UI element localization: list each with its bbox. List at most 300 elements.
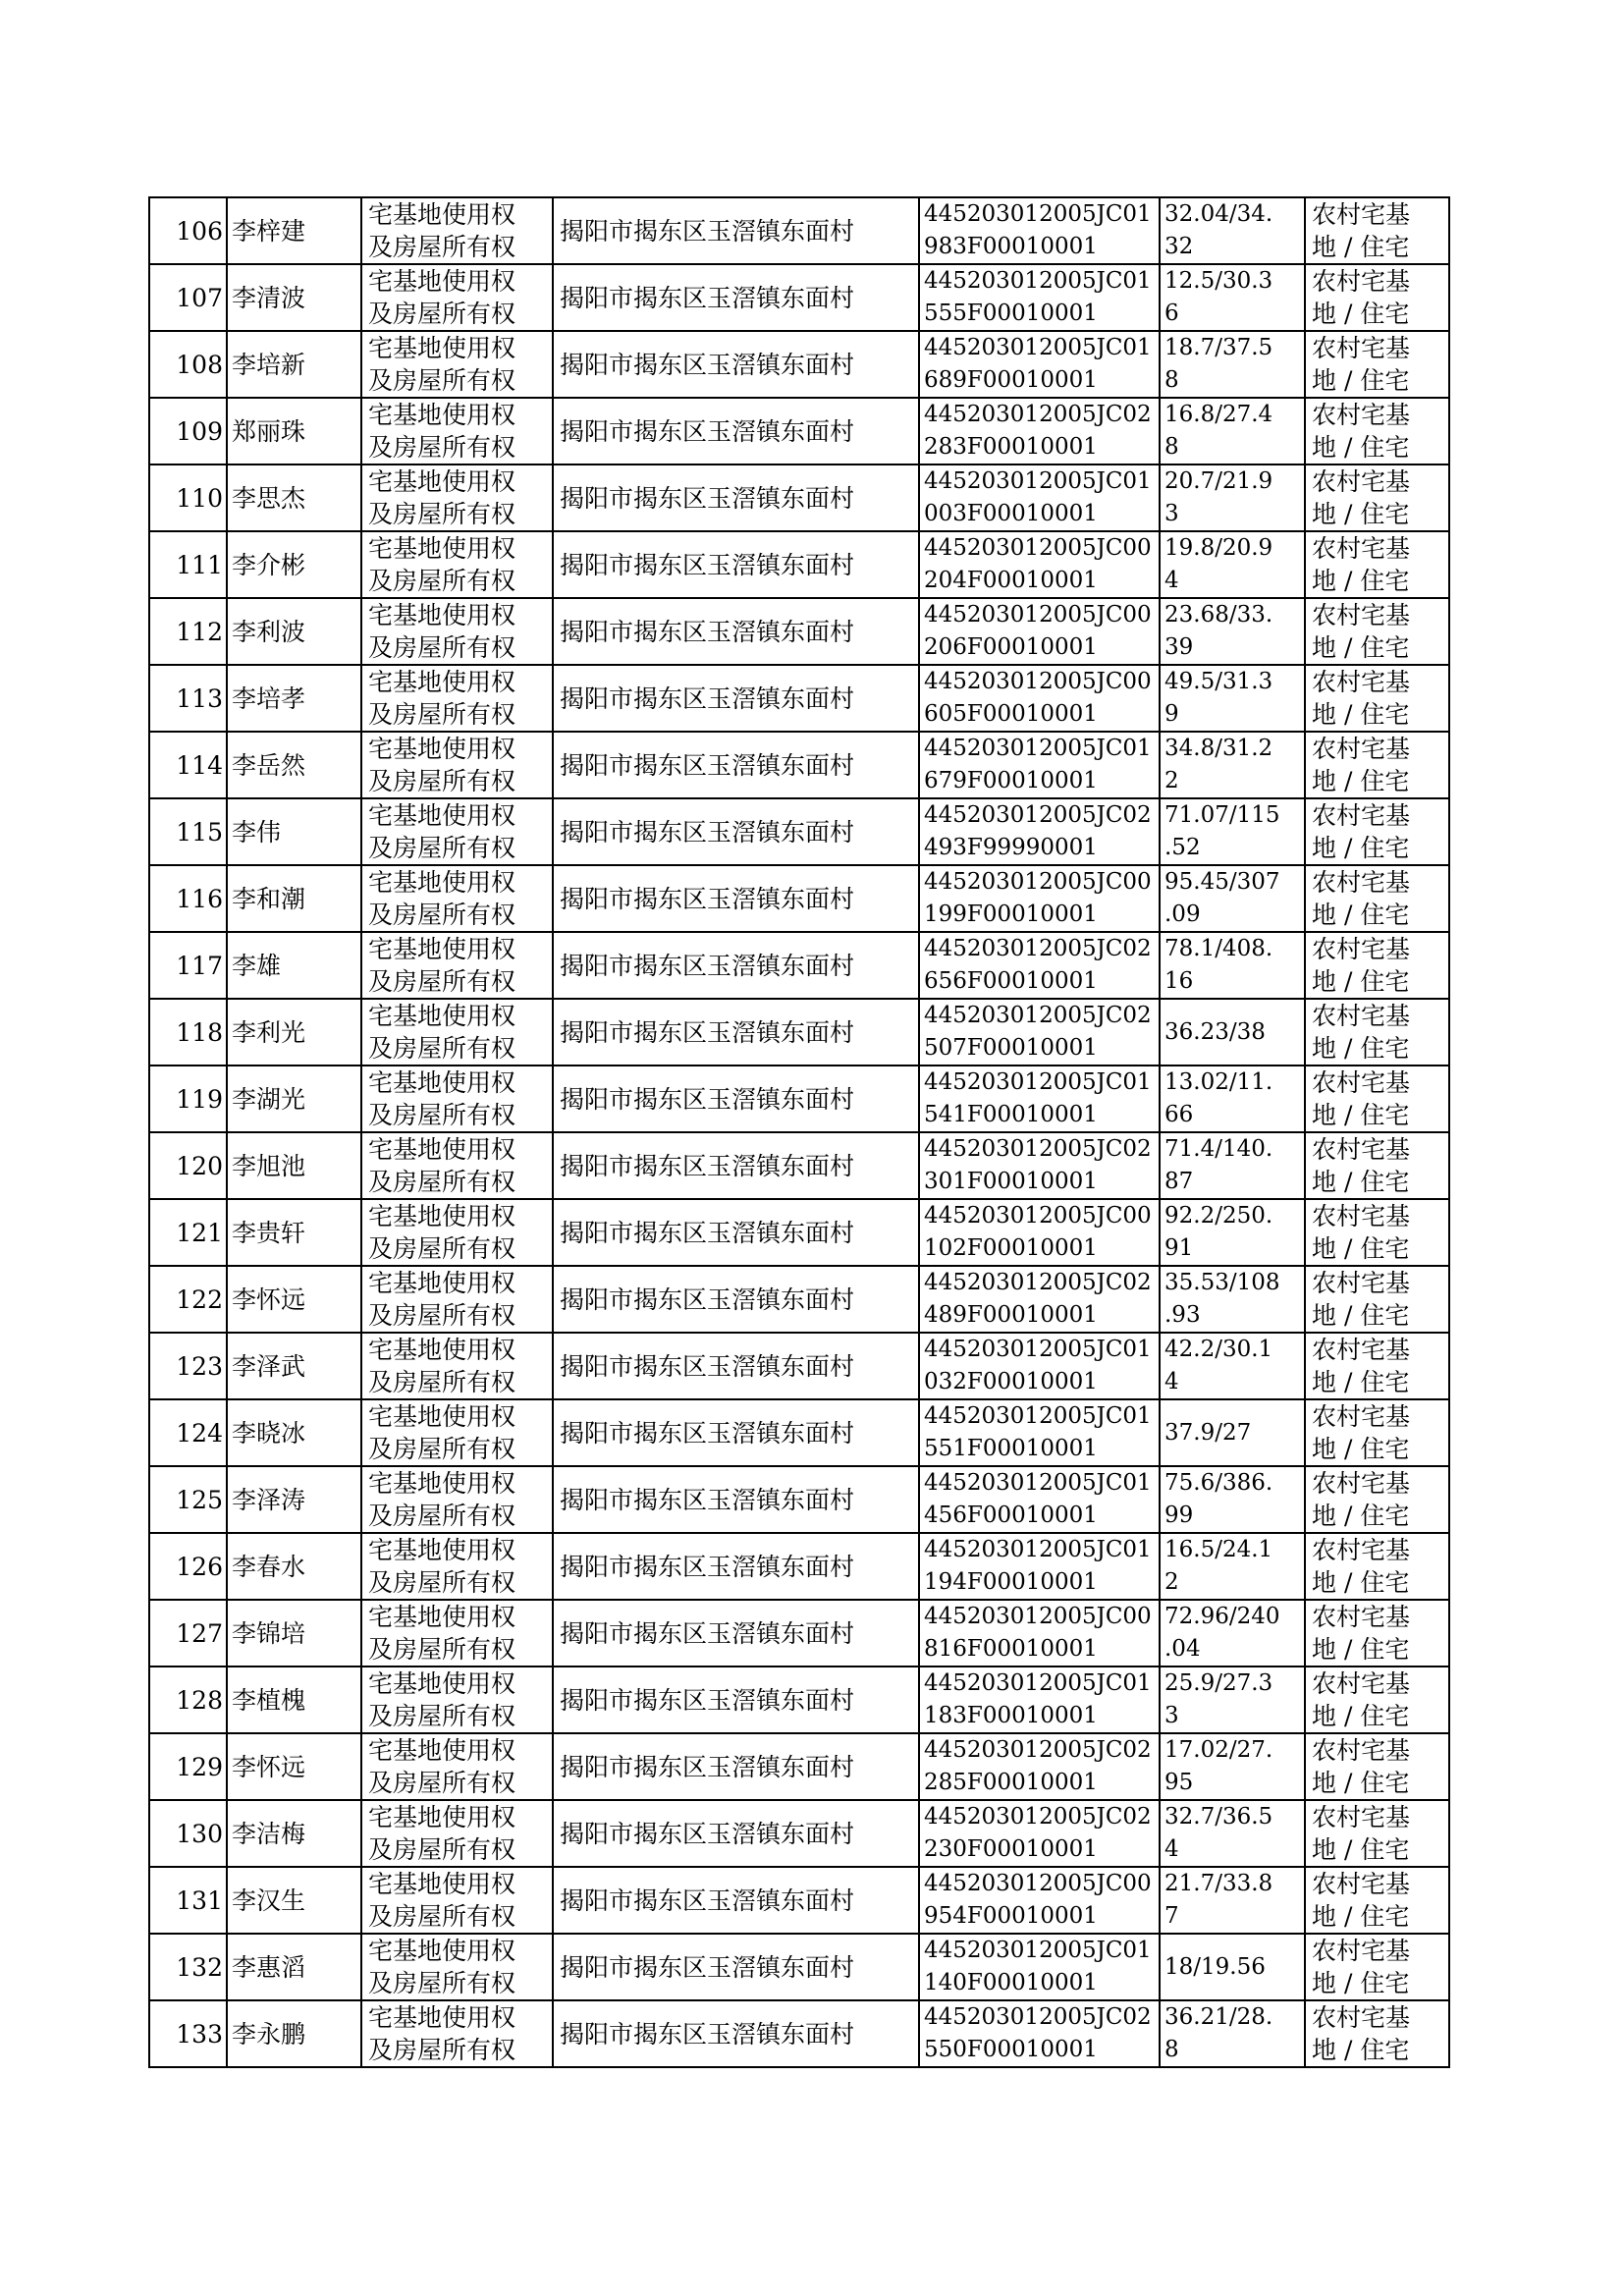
- right-type-line: 及房屋所有权: [368, 567, 516, 595]
- unit-code-line: 140F00010001: [924, 1970, 1098, 1995]
- usage-cell: [1305, 999, 1449, 1066]
- usage-cell: [1305, 464, 1449, 531]
- right-type-cell: [361, 1466, 553, 1533]
- area-line: 32: [1164, 234, 1194, 259]
- right-type-line: 宅基地使用权: [368, 601, 516, 629]
- location-cell: 揭阳市揭东区玉滘镇东面村: [553, 1266, 919, 1333]
- right-type-line: 及房屋所有权: [368, 1368, 516, 1396]
- unit-code-cell: [919, 1333, 1160, 1399]
- right-type-line: 宅基地使用权: [368, 868, 516, 897]
- right-type-cell: [361, 865, 553, 932]
- right-type-cell: [361, 531, 553, 598]
- location-cell: 揭阳市揭东区玉滘镇东面村: [553, 865, 919, 932]
- area-line: 75.6/386.: [1164, 1470, 1273, 1496]
- usage-line: 农村宅基: [1312, 801, 1411, 830]
- right-type-cell: [361, 1533, 553, 1600]
- area-line: 2: [1164, 768, 1179, 793]
- unit-code-line: 183F00010001: [924, 1703, 1098, 1728]
- row-number-cell: 118: [149, 999, 227, 1066]
- table-row: [149, 1399, 1449, 1466]
- row-number-cell: 122: [149, 1266, 227, 1333]
- usage-line: 农村宅基: [1312, 1135, 1411, 1164]
- usage-line: 农村宅基: [1312, 935, 1411, 963]
- location-cell: 揭阳市揭东区玉滘镇东面村: [553, 1800, 919, 1867]
- unit-code-line: 445203012005JC01: [924, 736, 1152, 761]
- usage-line: 农村宅基: [1312, 467, 1411, 496]
- area-line: 3: [1164, 501, 1179, 526]
- right-type-line: 及房屋所有权: [368, 433, 516, 462]
- right-type-cell: [361, 197, 553, 264]
- table-row: [149, 197, 1449, 264]
- table-row: [149, 1199, 1449, 1266]
- row-number-cell: 132: [149, 1934, 227, 2000]
- area-line: 91: [1164, 1235, 1194, 1261]
- row-number-cell: 114: [149, 732, 227, 798]
- right-type-line: 宅基地使用权: [368, 1736, 516, 1765]
- usage-line: 地 / 住宅: [1312, 233, 1410, 261]
- right-type-line: 宅基地使用权: [368, 534, 516, 563]
- right-type-cell: [361, 264, 553, 331]
- unit-code-cell: [919, 398, 1160, 464]
- area-line: 36.23/38: [1164, 1018, 1266, 1045]
- area-line: 18.7/37.5: [1164, 335, 1273, 360]
- location-cell: 揭阳市揭东区玉滘镇东面村: [553, 798, 919, 865]
- area-cell: [1160, 865, 1305, 932]
- usage-cell: [1305, 598, 1449, 665]
- row-number-cell: 117: [149, 932, 227, 999]
- right-type-line: 宅基地使用权: [368, 267, 516, 296]
- usage-line: 农村宅基: [1312, 868, 1411, 897]
- right-type-line: 及房屋所有权: [368, 834, 516, 862]
- table-row: [149, 1266, 1449, 1333]
- row-number-cell: 109: [149, 398, 227, 464]
- right-type-cell: [361, 665, 553, 732]
- right-type-cell: [361, 1132, 553, 1199]
- row-number-cell: 128: [149, 1667, 227, 1733]
- area-line: 9: [1164, 701, 1179, 727]
- location-cell: 揭阳市揭东区玉滘镇东面村: [553, 1132, 919, 1199]
- owner-name-cell: 李怀远: [227, 1733, 361, 1800]
- location-cell: 揭阳市揭东区玉滘镇东面村: [553, 1733, 919, 1800]
- unit-code-line: 445203012005JC00: [924, 602, 1152, 628]
- area-cell: [1160, 598, 1305, 665]
- row-number-cell: 123: [149, 1333, 227, 1399]
- area-line: 18/19.56: [1164, 1953, 1266, 1980]
- usage-line: 农村宅基: [1312, 735, 1411, 763]
- owner-name-cell: 李伟: [227, 798, 361, 865]
- usage-line: 农村宅基: [1312, 1068, 1411, 1097]
- right-type-line: 及房屋所有权: [368, 2036, 516, 2064]
- right-type-cell: [361, 999, 553, 1066]
- table-row: [149, 798, 1449, 865]
- usage-cell: [1305, 1934, 1449, 2000]
- usage-line: 农村宅基: [1312, 1402, 1411, 1431]
- unit-code-cell: [919, 1600, 1160, 1667]
- unit-code-cell: [919, 732, 1160, 798]
- area-cell: [1160, 1800, 1305, 1867]
- usage-line: 地 / 住宅: [1312, 1769, 1410, 1797]
- unit-code-cell: [919, 999, 1160, 1066]
- area-line: 6: [1164, 301, 1179, 326]
- row-number-cell: 110: [149, 464, 227, 531]
- usage-cell: [1305, 1733, 1449, 1800]
- table-row: [149, 999, 1449, 1066]
- unit-code-line: 541F00010001: [924, 1102, 1098, 1127]
- area-line: 19.8/20.9: [1164, 535, 1273, 561]
- unit-code-cell: [919, 598, 1160, 665]
- right-type-line: 宅基地使用权: [368, 1002, 516, 1030]
- usage-line: 地 / 住宅: [1312, 1835, 1410, 1864]
- area-line: 42.2/30.1: [1164, 1337, 1273, 1362]
- right-type-line: 及房屋所有权: [368, 1702, 516, 1730]
- table-row: [149, 1867, 1449, 1934]
- area-cell: [1160, 1667, 1305, 1733]
- table-body: [149, 197, 1449, 2067]
- table-row: [149, 1733, 1449, 1800]
- usage-line: 地 / 住宅: [1312, 567, 1410, 595]
- row-number-cell: 111: [149, 531, 227, 598]
- area-line: 35.53/108: [1164, 1270, 1280, 1295]
- location-cell: 揭阳市揭东区玉滘镇东面村: [553, 1399, 919, 1466]
- location-cell: 揭阳市揭东区玉滘镇东面村: [553, 1199, 919, 1266]
- right-type-line: 及房屋所有权: [368, 1234, 516, 1263]
- location-cell: 揭阳市揭东区玉滘镇东面村: [553, 264, 919, 331]
- usage-cell: [1305, 1466, 1449, 1533]
- right-type-line: 及房屋所有权: [368, 633, 516, 662]
- right-type-line: 宅基地使用权: [368, 1937, 516, 1965]
- unit-code-cell: [919, 1533, 1160, 1600]
- owner-name-cell: 李梓建: [227, 197, 361, 264]
- area-line: .09: [1164, 902, 1201, 927]
- area-cell: [1160, 932, 1305, 999]
- row-number-cell: 130: [149, 1800, 227, 1867]
- usage-line: 地 / 住宅: [1312, 1234, 1410, 1263]
- unit-code-line: 194F00010001: [924, 1569, 1098, 1595]
- owner-name-cell: 李贵轩: [227, 1199, 361, 1266]
- unit-code-line: 551F00010001: [924, 1436, 1098, 1461]
- area-cell: [1160, 1333, 1305, 1399]
- right-type-line: 及房屋所有权: [368, 901, 516, 929]
- area-line: 37.9/27: [1164, 1419, 1252, 1446]
- area-cell: [1160, 1867, 1305, 1934]
- right-type-line: 宅基地使用权: [368, 1536, 516, 1564]
- usage-line: 农村宅基: [1312, 1469, 1411, 1498]
- area-line: 7: [1164, 1903, 1179, 1929]
- usage-line: 地 / 住宅: [1312, 433, 1410, 462]
- row-number-cell: 133: [149, 2000, 227, 2067]
- usage-cell: [1305, 264, 1449, 331]
- table-row: [149, 665, 1449, 732]
- usage-cell: [1305, 531, 1449, 598]
- table-row: [149, 1934, 1449, 2000]
- right-type-cell: [361, 1800, 553, 1867]
- location-cell: 揭阳市揭东区玉滘镇东面村: [553, 665, 919, 732]
- unit-code-line: 445203012005JC02: [924, 802, 1152, 828]
- table-row: [149, 598, 1449, 665]
- right-type-line: 及房屋所有权: [368, 500, 516, 528]
- location-cell: 揭阳市揭东区玉滘镇东面村: [553, 1934, 919, 2000]
- table-row: [149, 2000, 1449, 2067]
- location-cell: 揭阳市揭东区玉滘镇东面村: [553, 1466, 919, 1533]
- area-cell: [1160, 464, 1305, 531]
- right-type-line: 及房屋所有权: [368, 1502, 516, 1530]
- unit-code-cell: [919, 464, 1160, 531]
- unit-code-line: 445203012005JC02: [924, 936, 1152, 961]
- usage-line: 地 / 住宅: [1312, 767, 1410, 795]
- usage-line: 农村宅基: [1312, 601, 1411, 629]
- owner-name-cell: 李培孝: [227, 665, 361, 732]
- unit-code-cell: [919, 1466, 1160, 1533]
- area-cell: [1160, 2000, 1305, 2067]
- table-row: [149, 1533, 1449, 1600]
- owner-name-cell: 李雄: [227, 932, 361, 999]
- location-cell: 揭阳市揭东区玉滘镇东面村: [553, 2000, 919, 2067]
- unit-code-line: 605F00010001: [924, 701, 1098, 727]
- area-cell: [1160, 732, 1305, 798]
- location-cell: 揭阳市揭东区玉滘镇东面村: [553, 598, 919, 665]
- location-cell: 揭阳市揭东区玉滘镇东面村: [553, 331, 919, 398]
- usage-line: 地 / 住宅: [1312, 1368, 1410, 1396]
- usage-line: 地 / 住宅: [1312, 500, 1410, 528]
- right-type-cell: [361, 331, 553, 398]
- right-type-line: 宅基地使用权: [368, 200, 516, 229]
- unit-code-line: 445203012005JC00: [924, 669, 1152, 694]
- usage-line: 农村宅基: [1312, 1803, 1411, 1831]
- area-line: 16: [1164, 968, 1194, 994]
- right-type-line: 宅基地使用权: [368, 935, 516, 963]
- area-line: 87: [1164, 1169, 1194, 1194]
- usage-line: 地 / 住宅: [1312, 1168, 1410, 1196]
- usage-cell: [1305, 1333, 1449, 1399]
- row-number-cell: 107: [149, 264, 227, 331]
- unit-code-line: 445203012005JC01: [924, 201, 1152, 227]
- usage-line: 地 / 住宅: [1312, 1969, 1410, 1997]
- area-cell: [1160, 331, 1305, 398]
- unit-code-line: 445203012005JC00: [924, 1604, 1152, 1629]
- owner-name-cell: 李永鹏: [227, 2000, 361, 2067]
- location-cell: 揭阳市揭东区玉滘镇东面村: [553, 531, 919, 598]
- usage-cell: [1305, 798, 1449, 865]
- owner-name-cell: 郑丽珠: [227, 398, 361, 464]
- area-line: 99: [1164, 1503, 1194, 1528]
- location-cell: 揭阳市揭东区玉滘镇东面村: [553, 1333, 919, 1399]
- unit-code-line: 445203012005JC02: [924, 1003, 1152, 1028]
- usage-line: 农村宅基: [1312, 334, 1411, 362]
- right-type-line: 宅基地使用权: [368, 801, 516, 830]
- unit-code-line: 445203012005JC01: [924, 268, 1152, 294]
- usage-line: 地 / 住宅: [1312, 1902, 1410, 1931]
- area-line: .04: [1164, 1636, 1201, 1662]
- right-type-cell: [361, 464, 553, 531]
- unit-code-line: 689F00010001: [924, 367, 1098, 393]
- area-line: 3: [1164, 1703, 1179, 1728]
- right-type-cell: [361, 932, 553, 999]
- unit-code-line: 983F00010001: [924, 234, 1098, 259]
- row-number-cell: 124: [149, 1399, 227, 1466]
- right-type-cell: [361, 732, 553, 798]
- usage-line: 地 / 住宅: [1312, 1568, 1410, 1597]
- right-type-cell: [361, 2000, 553, 2067]
- unit-code-line: 445203012005JC02: [924, 402, 1152, 427]
- unit-code-line: 445203012005JC00: [924, 1203, 1152, 1229]
- usage-line: 农村宅基: [1312, 401, 1411, 429]
- usage-cell: [1305, 865, 1449, 932]
- location-cell: 揭阳市揭东区玉滘镇东面村: [553, 464, 919, 531]
- area-line: 66: [1164, 1102, 1194, 1127]
- unit-code-line: 003F00010001: [924, 501, 1098, 526]
- owner-name-cell: 李汉生: [227, 1867, 361, 1934]
- unit-code-cell: [919, 865, 1160, 932]
- row-number-cell: 127: [149, 1600, 227, 1667]
- owner-name-cell: 李旭池: [227, 1132, 361, 1199]
- table-row: [149, 1600, 1449, 1667]
- unit-code-line: 555F00010001: [924, 301, 1098, 326]
- table-row: [149, 1132, 1449, 1199]
- row-number-cell: 129: [149, 1733, 227, 1800]
- right-type-line: 及房屋所有权: [368, 1168, 516, 1196]
- right-type-line: 及房屋所有权: [368, 366, 516, 395]
- area-line: 4: [1164, 568, 1179, 593]
- right-type-line: 宅基地使用权: [368, 1870, 516, 1898]
- usage-line: 地 / 住宅: [1312, 1435, 1410, 1463]
- unit-code-cell: [919, 1667, 1160, 1733]
- usage-cell: [1305, 1800, 1449, 1867]
- owner-name-cell: 李春水: [227, 1533, 361, 1600]
- usage-line: 地 / 住宅: [1312, 633, 1410, 662]
- unit-code-cell: [919, 1132, 1160, 1199]
- unit-code-line: 285F00010001: [924, 1770, 1098, 1795]
- right-type-cell: [361, 598, 553, 665]
- registry-table: [148, 196, 1450, 2068]
- unit-code-line: 102F00010001: [924, 1235, 1098, 1261]
- unit-code-line: 445203012005JC01: [924, 1670, 1152, 1696]
- usage-line: 农村宅基: [1312, 668, 1411, 696]
- usage-cell: [1305, 1199, 1449, 1266]
- area-line: 16.5/24.1: [1164, 1537, 1273, 1562]
- usage-cell: [1305, 1600, 1449, 1667]
- right-type-cell: [361, 398, 553, 464]
- location-cell: 揭阳市揭东区玉滘镇东面村: [553, 999, 919, 1066]
- usage-cell: [1305, 1867, 1449, 1934]
- right-type-line: 宅基地使用权: [368, 1135, 516, 1164]
- right-type-line: 及房屋所有权: [368, 1769, 516, 1797]
- unit-code-line: 283F00010001: [924, 434, 1098, 460]
- area-line: 25.9/27.3: [1164, 1670, 1273, 1696]
- area-line: 4: [1164, 1369, 1179, 1394]
- usage-cell: [1305, 1667, 1449, 1733]
- owner-name-cell: 李培新: [227, 331, 361, 398]
- usage-line: 农村宅基: [1312, 1336, 1411, 1364]
- area-cell: [1160, 1399, 1305, 1466]
- row-number-cell: 116: [149, 865, 227, 932]
- owner-name-cell: 李湖光: [227, 1066, 361, 1132]
- usage-line: 农村宅基: [1312, 1269, 1411, 1297]
- row-number-cell: 113: [149, 665, 227, 732]
- right-type-cell: [361, 1399, 553, 1466]
- right-type-line: 及房屋所有权: [368, 767, 516, 795]
- unit-code-line: 656F00010001: [924, 968, 1098, 994]
- unit-code-cell: [919, 1199, 1160, 1266]
- usage-cell: [1305, 1533, 1449, 1600]
- usage-line: 地 / 住宅: [1312, 1034, 1410, 1063]
- unit-code-line: 445203012005JC01: [924, 1069, 1152, 1095]
- usage-line: 地 / 住宅: [1312, 834, 1410, 862]
- right-type-line: 宅基地使用权: [368, 1402, 516, 1431]
- table-row: [149, 865, 1449, 932]
- table-row: [149, 264, 1449, 331]
- area-line: 8: [1164, 367, 1179, 393]
- area-cell: [1160, 197, 1305, 264]
- right-type-cell: [361, 1333, 553, 1399]
- unit-code-line: 456F00010001: [924, 1503, 1098, 1528]
- area-line: 16.8/27.4: [1164, 402, 1273, 427]
- right-type-line: 及房屋所有权: [368, 1635, 516, 1664]
- unit-code-line: 445203012005JC01: [924, 335, 1152, 360]
- row-number-cell: 112: [149, 598, 227, 665]
- usage-line: 农村宅基: [1312, 1002, 1411, 1030]
- right-type-line: 及房屋所有权: [368, 300, 516, 328]
- owner-name-cell: 李洁梅: [227, 1800, 361, 1867]
- row-number-cell: 125: [149, 1466, 227, 1533]
- unit-code-cell: [919, 932, 1160, 999]
- unit-code-line: 445203012005JC01: [924, 1938, 1152, 1963]
- usage-line: 地 / 住宅: [1312, 1635, 1410, 1664]
- right-type-line: 及房屋所有权: [368, 1435, 516, 1463]
- location-cell: 揭阳市揭东区玉滘镇东面村: [553, 1533, 919, 1600]
- right-type-line: 宅基地使用权: [368, 1669, 516, 1698]
- row-number-cell: 106: [149, 197, 227, 264]
- owner-name-cell: 李晓冰: [227, 1399, 361, 1466]
- owner-name-cell: 李岳然: [227, 732, 361, 798]
- row-number-cell: 121: [149, 1199, 227, 1266]
- right-type-line: 及房屋所有权: [368, 233, 516, 261]
- usage-line: 农村宅基: [1312, 1603, 1411, 1631]
- unit-code-cell: [919, 331, 1160, 398]
- usage-cell: [1305, 732, 1449, 798]
- unit-code-line: 507F00010001: [924, 1035, 1098, 1061]
- right-type-line: 及房屋所有权: [368, 967, 516, 996]
- area-cell: [1160, 1533, 1305, 1600]
- row-number-cell: 119: [149, 1066, 227, 1132]
- usage-line: 地 / 住宅: [1312, 1101, 1410, 1129]
- area-line: 49.5/31.3: [1164, 669, 1273, 694]
- right-type-line: 及房屋所有权: [368, 1969, 516, 1997]
- usage-line: 农村宅基: [1312, 200, 1411, 229]
- owner-name-cell: 李怀远: [227, 1266, 361, 1333]
- right-type-line: 宅基地使用权: [368, 668, 516, 696]
- row-number-cell: 131: [149, 1867, 227, 1934]
- table-row: [149, 1066, 1449, 1132]
- usage-line: 农村宅基: [1312, 1669, 1411, 1698]
- area-line: 32.04/34.: [1164, 201, 1273, 227]
- area-cell: [1160, 665, 1305, 732]
- location-cell: 揭阳市揭东区玉滘镇东面村: [553, 732, 919, 798]
- table-row: [149, 464, 1449, 531]
- owner-name-cell: 李植槐: [227, 1667, 361, 1733]
- usage-line: 地 / 住宅: [1312, 366, 1410, 395]
- right-type-line: 宅基地使用权: [368, 334, 516, 362]
- right-type-line: 及房屋所有权: [368, 1902, 516, 1931]
- location-cell: 揭阳市揭东区玉滘镇东面村: [553, 398, 919, 464]
- right-type-line: 宅基地使用权: [368, 1803, 516, 1831]
- unit-code-line: 445203012005JC01: [924, 1337, 1152, 1362]
- area-line: 13.02/11.: [1164, 1069, 1273, 1095]
- unit-code-cell: [919, 2000, 1160, 2067]
- usage-line: 农村宅基: [1312, 1870, 1411, 1898]
- right-type-line: 宅基地使用权: [368, 467, 516, 496]
- owner-name-cell: 李思杰: [227, 464, 361, 531]
- usage-line: 地 / 住宅: [1312, 300, 1410, 328]
